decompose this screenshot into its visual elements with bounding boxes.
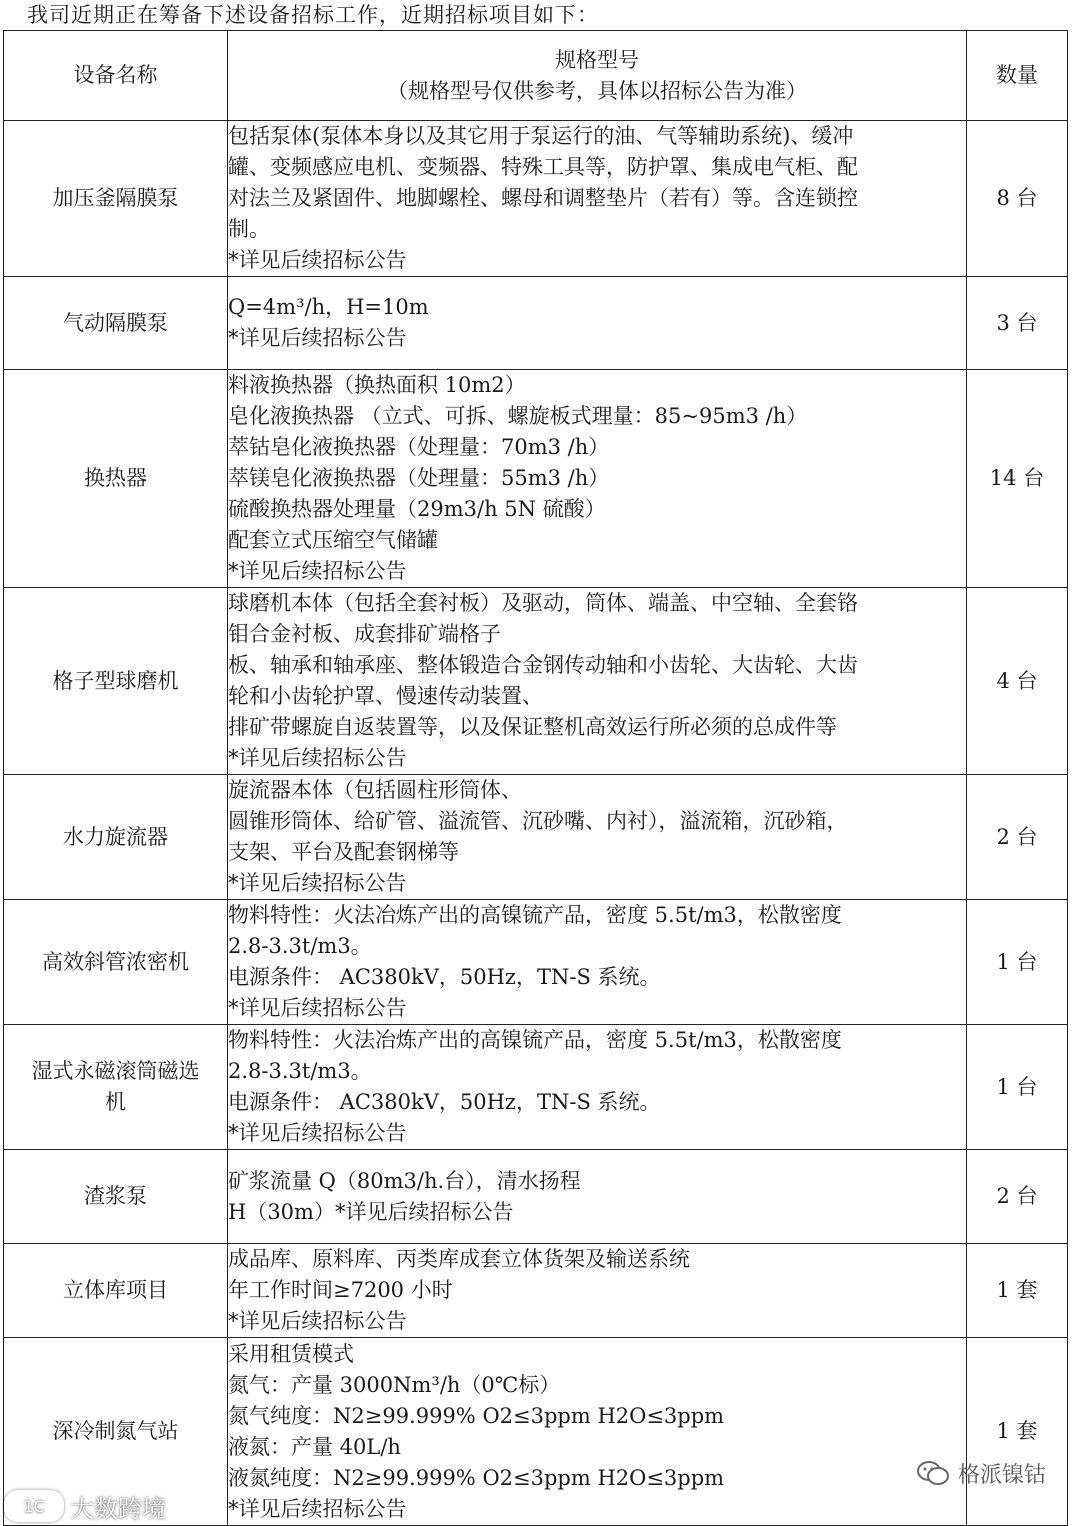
equipment-spec	[228, 1025, 967, 1150]
equipment-quantity: 1 套	[967, 1244, 1068, 1338]
table-row	[4, 588, 1068, 775]
equipment-name	[4, 121, 228, 277]
spec-line: 成品库、原料库、丙类库成套立体货架及输送系统	[228, 1247, 690, 1271]
watermark-right	[916, 1456, 1046, 1490]
equipment-name	[4, 277, 228, 370]
spec-line: 采用租赁模式	[228, 1341, 354, 1366]
watermark-right-text: 格派镍钴	[957, 1462, 1046, 1488]
equipment-name	[4, 588, 228, 775]
table-row	[4, 370, 1068, 588]
equipment-quantity: 8 台	[967, 121, 1068, 277]
equipment-name-line: 气动隔膜泵	[63, 310, 168, 335]
spec-line: *详见后续招标公告	[228, 1121, 407, 1145]
spec-line: 2.8-3.3t/m3。	[228, 1059, 372, 1083]
spec-line: 对法兰及紧固件、地脚螺栓、螺母和调整垫片（若有）等。含连锁控	[228, 186, 858, 210]
table-row	[4, 900, 1068, 1025]
spec-line: *详见后续招标公告	[228, 871, 407, 895]
equipment-spec	[228, 1244, 967, 1338]
equipment-name-line: 渣浆泵	[84, 1184, 147, 1208]
equipment-spec	[228, 900, 967, 1025]
spec-line: 料液换热器（换热面积 10m2）	[228, 373, 526, 397]
wechat-icon	[916, 1459, 950, 1487]
table-row	[4, 277, 1068, 370]
equipment-name	[4, 1244, 228, 1338]
equipment-spec	[228, 370, 967, 588]
equipment-spec	[228, 121, 967, 277]
spec-line: H（30m）*详见后续招标公告	[228, 1199, 514, 1224]
spec-line: 电源条件： AC380kV，50Hz，TN-S 系统。	[228, 1090, 661, 1114]
spec-line: 制。	[228, 217, 270, 241]
spec-line: 硫酸换热器处理量（29m3/h 5N 硫酸）	[228, 497, 606, 521]
spec-line: *详见后续招标公告	[228, 746, 407, 770]
equipment-name-line: 立体库项目	[63, 1278, 168, 1302]
spec-line: 物料特性：火法冶炼产出的高镍锍产品，密度 5.5t/m3，松散密度	[228, 1028, 842, 1052]
equipment-quantity: 2 台	[967, 1150, 1068, 1244]
spec-line: 液氮：产量 40L/h	[228, 1434, 401, 1459]
spec-line: *详见后续招标公告	[228, 559, 407, 583]
spec-line: Q=4m³/h，H=10m	[228, 295, 429, 319]
header-name: 设备名称	[4, 31, 228, 121]
equipment-spec	[228, 1150, 967, 1244]
spec-line: 罐、变频感应电机、变频器、特殊工具等，防护罩、集成电气柜、配	[228, 155, 858, 179]
equipment-name-line: 湿式永磁滚筒磁选	[31, 1059, 200, 1083]
equipment-quantity: 4 台	[967, 588, 1068, 775]
spec-line: 配套立式压缩空气储罐	[228, 528, 438, 552]
table-row	[4, 1150, 1068, 1244]
spec-line: *详见后续招标公告	[228, 326, 407, 350]
spec-line: 萃钴皂化液换热器（处理量：70m3 /h）	[228, 435, 610, 459]
spec-line: 球磨机本体（包括全套衬板）及驱动，筒体、端盖、中空轴、全套铬	[228, 591, 858, 615]
spec-line: 轮和小齿轮护罩、慢速传动装置、	[228, 684, 543, 708]
equipment-quantity: 2 台	[967, 775, 1068, 900]
spec-line: 氮气：产量 3000Nm³/h（0℃标）	[228, 1372, 561, 1397]
spec-line: 物料特性：火法冶炼产出的高镍锍产品，密度 5.5t/m3，松散密度	[228, 903, 842, 927]
equipment-name-line: 加压釜隔膜泵	[52, 186, 179, 210]
spec-line: 钼合金衬板、成套排矿端格子	[228, 622, 501, 646]
equipment-quantity: 14 台	[967, 370, 1068, 588]
equipment-quantity: 1 台	[967, 1025, 1068, 1150]
watermark-left-text: 大数跨境	[70, 1494, 166, 1523]
spec-line: 皂化液换热器 （立式、可拆、螺旋板式理量：85~95m3 /h）	[228, 404, 808, 428]
header-spec-note: （规格型号仅供参考，具体以招标公告为准）	[387, 78, 807, 103]
equipment-name-line: 高效斜管浓密机	[42, 949, 189, 974]
spec-line: 氮气纯度：N2≥99.999% O2≤3ppm H2O≤3ppm	[228, 1403, 725, 1428]
equipment-quantity: 1 套	[967, 1338, 1068, 1526]
intro-text: 我司近期正在筹备下述设备招标工作，近期招标项目如下：	[27, 3, 599, 27]
spec-line: 旋流器本体（包括圆柱形筒体、	[228, 778, 522, 802]
equipment-name-line: 换热器	[84, 466, 147, 490]
table-row	[4, 1244, 1068, 1338]
spec-line: 排矿带螺旋自返装置等，以及保证整机高效运行所必须的总成件等	[228, 715, 837, 739]
equipment-name	[4, 900, 228, 1025]
equipment-spec	[228, 1338, 967, 1526]
equipment-table	[3, 30, 1068, 1526]
equipment-quantity: 1 台	[967, 900, 1068, 1025]
watermark-left	[4, 1488, 166, 1524]
equipment-name-line: 水力旋流器	[63, 824, 168, 849]
equipment-spec	[228, 277, 967, 370]
header-spec	[228, 31, 967, 121]
watermark-logo-icon: 1C	[4, 1490, 64, 1522]
table-row	[4, 775, 1068, 900]
header-qty: 数量	[967, 31, 1068, 121]
spec-line: 圆锥形筒体、给矿管、溢流管、沉砂嘴、内衬），溢流箱，沉砂箱，	[228, 809, 848, 833]
equipment-name	[4, 775, 228, 900]
table-row	[4, 1025, 1068, 1150]
table-header-row	[4, 31, 1068, 121]
table-row	[4, 121, 1068, 277]
spec-line: 电源条件： AC380kV，50Hz，TN-S 系统。	[228, 965, 661, 989]
spec-line: *详见后续招标公告	[228, 248, 407, 272]
spec-line: 支架、平台及配套钢梯等	[228, 840, 459, 864]
spec-line: 年工作时间≥7200 小时	[228, 1278, 453, 1302]
equipment-spec	[228, 775, 967, 900]
spec-line: 2.8-3.3t/m3。	[228, 934, 372, 958]
equipment-name	[4, 370, 228, 588]
header-spec-title: 规格型号	[555, 47, 639, 72]
spec-line: *详见后续招标公告	[228, 996, 407, 1020]
equipment-name-line: 格子型球磨机	[52, 668, 179, 693]
equipment-name-line: 机	[105, 1090, 126, 1114]
equipment-quantity: 3 台	[967, 277, 1068, 370]
spec-line: 板、轴承和轴承座、整体锻造合金钢传动轴和小齿轮、大齿轮、大齿	[228, 653, 858, 677]
spec-line: 液氮纯度：N2≥99.999% O2≤3ppm H2O≤3ppm	[228, 1465, 725, 1490]
spec-line: 矿浆流量 Q（80m3/h.台），清水扬程	[228, 1168, 581, 1193]
spec-line: 萃镁皂化液换热器（处理量：55m3 /h）	[228, 466, 610, 490]
equipment-spec	[228, 588, 967, 775]
spec-line: 包括泵体(泵体本身以及其它用于泵运行的油、气等辅助系统)、缓冲	[228, 124, 854, 148]
equipment-name	[4, 1150, 228, 1244]
equipment-name	[4, 1025, 228, 1150]
equipment-name-line: 深冷制氮气站	[52, 1419, 179, 1443]
spec-line: *详见后续招标公告	[228, 1309, 407, 1333]
spec-line: *详见后续招标公告	[228, 1496, 407, 1521]
